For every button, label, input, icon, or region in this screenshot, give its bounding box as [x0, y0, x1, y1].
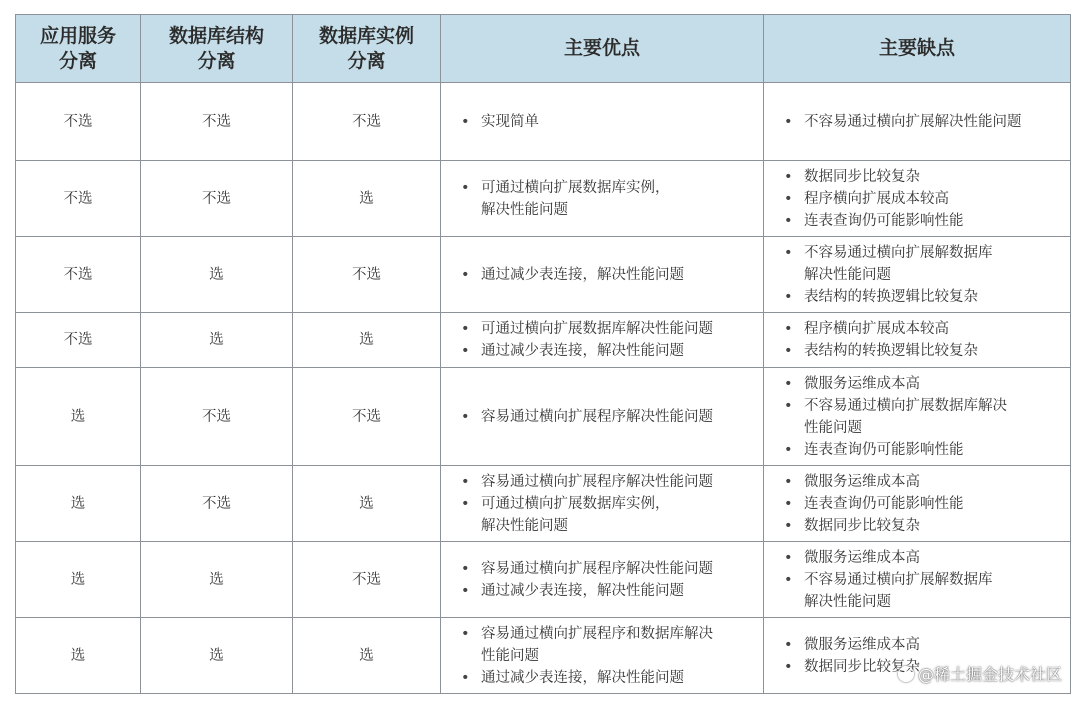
con-item: • 微服务运维成本高	[782, 547, 1062, 569]
con-item-list	[782, 373, 1062, 461]
schema-separation-cell: 选	[141, 542, 293, 618]
con-item: • 连表查询仍可能影响性能	[782, 493, 1062, 515]
watermark-logo-icon	[898, 666, 914, 682]
pro-item-list	[459, 111, 755, 133]
cons-cell	[764, 161, 1071, 237]
con-item-list	[782, 471, 1062, 537]
instance-separation-cell: 不选	[293, 542, 441, 618]
con-item-list	[782, 242, 1062, 308]
pro-item: • 通过减少表连接，解决性能问题	[459, 667, 755, 689]
instance-separation-cell: 选	[293, 466, 441, 542]
table-row	[16, 161, 1071, 237]
header-text-line: 分离	[197, 49, 236, 72]
cons-cell	[764, 237, 1071, 313]
con-item-list	[782, 318, 1062, 362]
con-item-list	[782, 166, 1062, 232]
pro-item-list	[459, 471, 755, 537]
watermark	[898, 662, 1062, 685]
table-row	[16, 542, 1071, 618]
app-separation-cell: 不选	[16, 83, 141, 161]
pro-item: • 通过减少表连接，解决性能问题	[459, 264, 755, 286]
con-item: • 程序横向扩展成本较高	[782, 188, 1062, 210]
header-app-separation	[16, 15, 141, 83]
con-item: • 微服务运维成本高	[782, 373, 1062, 395]
pro-item-list	[459, 318, 755, 362]
cons-cell	[764, 466, 1071, 542]
pros-cell	[441, 161, 764, 237]
con-item: • 不容易通过横向扩展解决性能问题	[782, 111, 1062, 133]
app-separation-cell: 不选	[16, 161, 141, 237]
con-item: • 不容易通过横向扩展数据库解决 性能问题	[782, 395, 1062, 439]
schema-separation-cell: 不选	[141, 466, 293, 542]
header-text-line: 主要优点	[563, 37, 640, 59]
con-item: • 数据同步比较复杂	[782, 166, 1062, 188]
header-pros	[441, 15, 764, 83]
instance-separation-cell: 不选	[293, 237, 441, 313]
pros-cell	[441, 466, 764, 542]
comparison-table	[15, 14, 1071, 694]
pros-cell	[441, 542, 764, 618]
app-separation-cell: 选	[16, 368, 141, 466]
con-item: • 程序横向扩展成本较高	[782, 318, 1062, 340]
schema-separation-cell: 选	[141, 313, 293, 368]
pro-item: • 可通过横向扩展数据库实例， 解决性能问题	[459, 493, 755, 537]
pro-item: • 可通过横向扩展数据库实例， 解决性能问题	[459, 177, 755, 221]
schema-separation-cell: 不选	[141, 368, 293, 466]
pro-item: • 实现简单	[459, 111, 755, 133]
instance-separation-cell: 选	[293, 313, 441, 368]
cons-cell	[764, 368, 1071, 466]
pro-item-list	[459, 558, 755, 602]
pro-item: • 通过减少表连接，解决性能问题	[459, 340, 755, 362]
header-cons	[764, 15, 1071, 83]
con-item: • 数据同步比较复杂	[782, 656, 1062, 678]
con-item: • 微服务运维成本高	[782, 634, 1062, 656]
app-separation-cell: 选	[16, 618, 141, 694]
con-item: • 表结构的转换逻辑比较复杂	[782, 340, 1062, 362]
table-row	[16, 466, 1071, 542]
schema-separation-cell: 选	[141, 237, 293, 313]
header-text-line: 数据库结构	[168, 24, 264, 47]
schema-separation-cell: 选	[141, 618, 293, 694]
pro-item: • 容易通过横向扩展程序解决性能问题	[459, 558, 755, 580]
con-item: • 数据同步比较复杂	[782, 515, 1062, 537]
schema-separation-cell: 不选	[141, 161, 293, 237]
cons-cell	[764, 313, 1071, 368]
instance-separation-cell: 不选	[293, 83, 441, 161]
pro-item-list	[459, 264, 755, 286]
header-schema-separation	[141, 15, 293, 83]
pros-cell	[441, 237, 764, 313]
pros-cell	[441, 83, 764, 161]
con-item: • 不容易通过横向扩展解数据库 解决性能问题	[782, 569, 1062, 613]
pro-item-list	[459, 623, 755, 689]
header-text-line: 分离	[58, 49, 97, 72]
pro-item-list	[459, 406, 755, 428]
app-separation-cell: 不选	[16, 313, 141, 368]
cons-cell	[764, 83, 1071, 161]
pro-item: • 容易通过横向扩展程序解决性能问题	[459, 406, 755, 428]
header-text-line: 应用服务	[39, 24, 116, 47]
header-row	[16, 15, 1071, 83]
instance-separation-cell: 选	[293, 618, 441, 694]
table-row	[16, 83, 1071, 161]
watermark-text: @稀土掘金技术社区	[917, 665, 1062, 684]
table-row	[16, 313, 1071, 368]
header-text-line: 主要缺点	[878, 37, 955, 59]
con-item: • 微服务运维成本高	[782, 471, 1062, 493]
con-item: • 连表查询仍可能影响性能	[782, 210, 1062, 232]
instance-separation-cell: 不选	[293, 368, 441, 466]
pro-item: • 通过减少表连接，解决性能问题	[459, 580, 755, 602]
con-item-list	[782, 111, 1062, 133]
pros-cell	[441, 368, 764, 466]
schema-separation-cell: 不选	[141, 83, 293, 161]
header-text-line: 数据库实例	[318, 24, 414, 47]
con-item: • 不容易通过横向扩展解数据库 解决性能问题	[782, 242, 1062, 286]
pros-cell	[441, 618, 764, 694]
pro-item: • 容易通过横向扩展程序和数据库解决 性能问题	[459, 623, 755, 667]
pro-item: • 可通过横向扩展数据库解决性能问题	[459, 318, 755, 340]
header-instance-separation	[293, 15, 441, 83]
con-item: • 表结构的转换逻辑比较复杂	[782, 286, 1062, 308]
app-separation-cell: 不选	[16, 237, 141, 313]
pro-item: • 容易通过横向扩展程序解决性能问题	[459, 471, 755, 493]
app-separation-cell: 选	[16, 542, 141, 618]
pro-item-list	[459, 177, 755, 221]
con-item: • 连表查询仍可能影响性能	[782, 439, 1062, 461]
header-text-line: 分离	[347, 49, 386, 72]
pros-cell	[441, 313, 764, 368]
table-row	[16, 368, 1071, 466]
app-separation-cell: 选	[16, 466, 141, 542]
table-row	[16, 237, 1071, 313]
cons-cell	[764, 542, 1071, 618]
con-item-list	[782, 547, 1062, 613]
instance-separation-cell: 选	[293, 161, 441, 237]
